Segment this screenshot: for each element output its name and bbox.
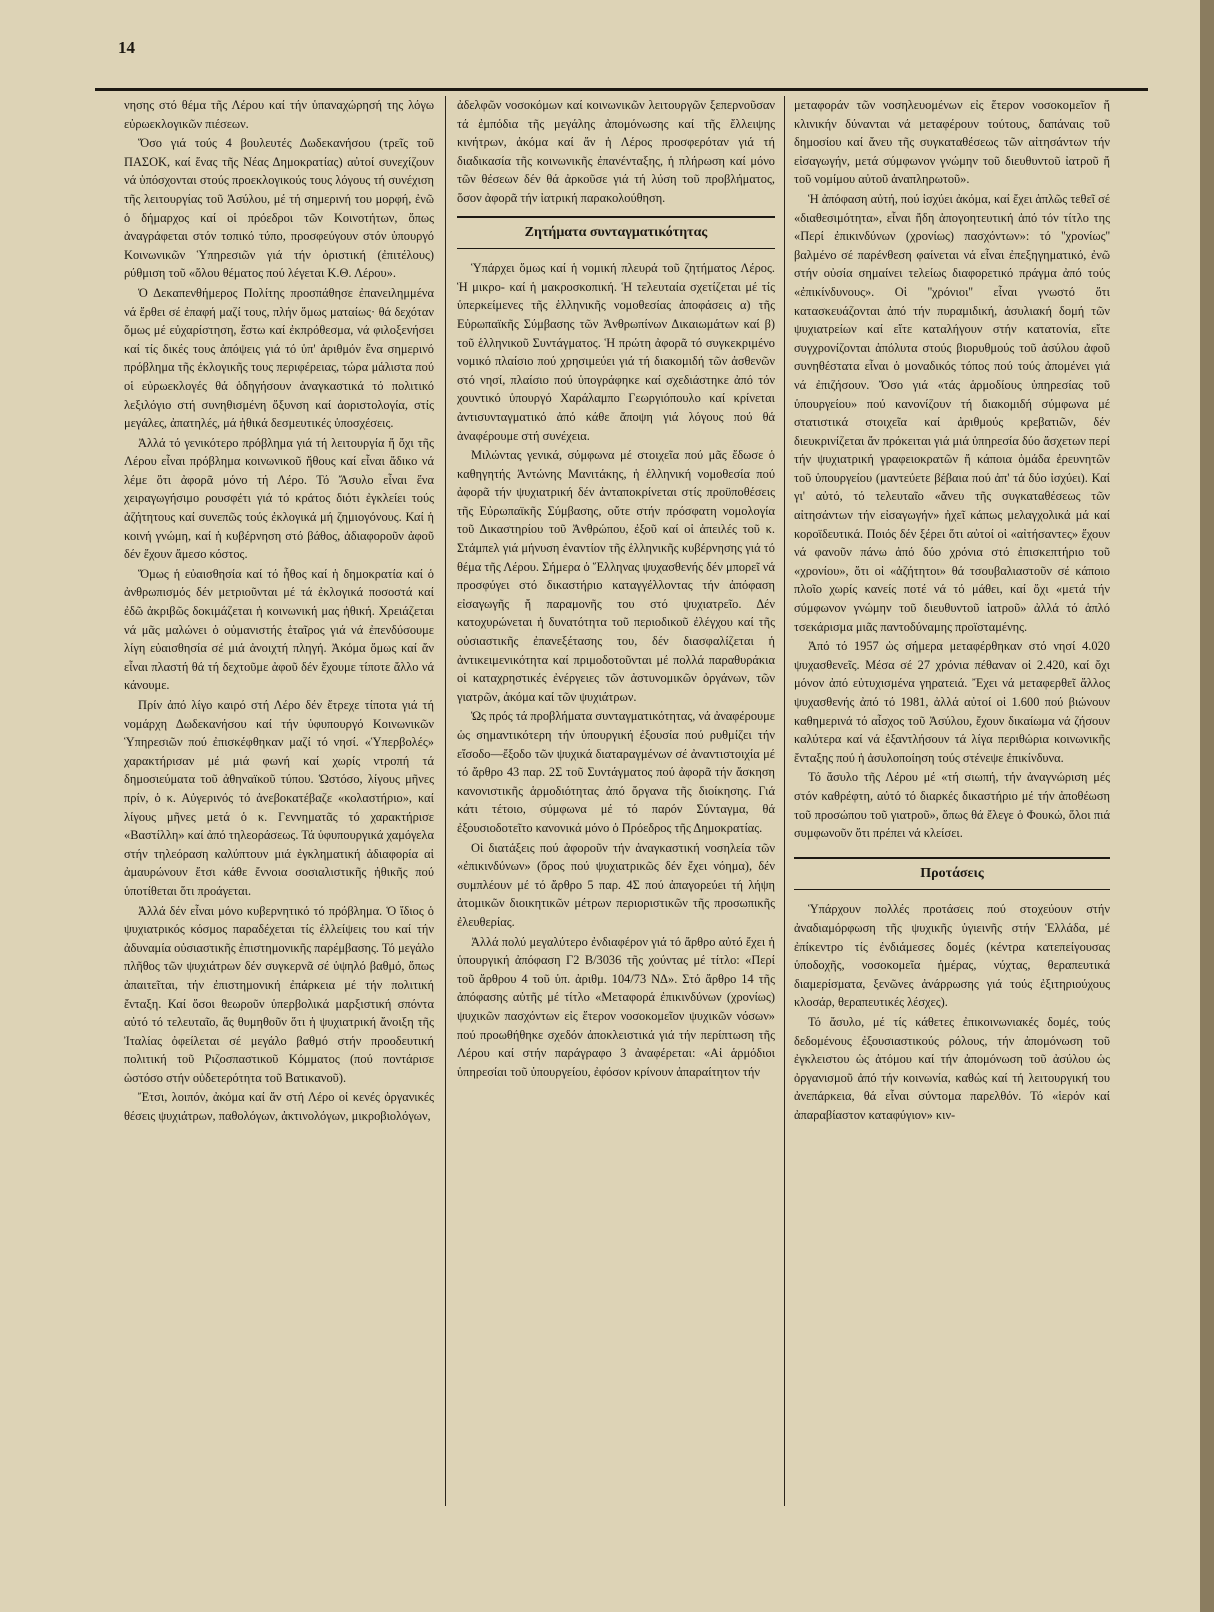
paragraph: Ἀλλά δέν εἶναι μόνο κυβερνητικό τό πρόβλημα. Ὁ ἴδιος ὁ ψυχιατρικός κόσμος παραδέχεται τίς ἐλλείψεις του καί τήν ἀδυναμία οὐσιαστικῆς ἐπιστημονικῆς παρέμβασης. Τό μεγάλο πλῆθος τῶν ψυχιάτρων δέν συγκερνᾶ σέ ὑψηλό βαθμό, ὅπως ἀπαιτεῖται, τήν ἐπιστημονική ἐπάρκεια μέ τήν πολιτική ἔνταξη. Καί ὅσοι θεωροῦν ὑπερβολικά μαρξιστική σπόντα αὐτό τό τελευταῖο, ἄς θυμηθοῦν ὅτι ἡ ψυχιατρική ἄνοιξη τῆς Ἰταλίας ὀφείλεται σέ μεγάλο βαθμό στήν προοδευτική πολιτική τοῦ Ριζοσπαστικοῦ Κόμματος (πού ποντάρισε ὡστόσο στήν οὐδετερότητα τοῦ Βατικανοῦ). [124,903,434,1085]
page-edge [1200,0,1214,1612]
paragraph: Ἀπό τό 1957 ὡς σήμερα μεταφέρθηκαν στό νησί 4.020 ψυχασθενεῖς. Μέσα σέ 27 χρόνια πέθαναν οἱ 2.420, καί ὄχι μόνον ἀπό εὐτυχισμένα γηρατειά. Ἔχει νά μεταφερθεῖ ἄλλος ψυχασθενής ἀπό τό 1981, ἀλλά αὐτοί οἱ 1.600 πού βιώνουν καθημερινά τό αἶσχος τοῦ Ἀσύλου, ἔχουν δικαίωμα νά ζήσουν καλύτερα καί νά ἐξαντλήσουν τά λίγα περιθώρια κοινωνικῆς ἔνταξης πού ἡ ἀσυλοποίηση τούς στένεψε ἐπικίνδυνα. [794,639,1110,765]
paragraph: Τό ἄσυλο τῆς Λέρου μέ «τή σιωπή, τήν ἀναγνώριση μές στόν καθρέφτη, αὐτό τό διαρκές δικαστήριο μέ τήν ἀποθέωση τοῦ προσώπου τοῦ γιατροῦ», ὅπως θά ἔλεγε ὁ Φουκώ, ὅλοι πιά συμφωνοῦν ὅτι πρέπει νά κλείσει. [794,770,1110,841]
column-divider [445,96,446,1506]
paragraph: Οἱ διατάξεις πού ἀφοροῦν τήν ἀναγκαστική νοσηλεία τῶν «ἐπικινδύνων» (ὅρος πού ψυχιατρικῶς δέν ἔχει νόημα), δέν συμπλέουν μέ τό ἄρθρο 5 παρ. 4Σ πού ἀπαγορεύει τή λήψη ἀτομικῶν διοικητικῶν μέτρων περιοριστικῶν τῆς προσωπικῆς ἐλευθερίας. [457,840,775,929]
top-rule [95,88,1148,91]
paragraph: Μιλώντας γενικά, σύμφωνα μέ στοιχεῖα πού μᾶς ἔδωσε ὁ καθηγητής Ἀντώνης Μανιτάκης, ἡ ἑλληνική νομοθεσία πού ἀφορᾶ τήν ψυχιατρική δέν ἀνταποκρίνεται στίς προϋποθέσεις τῆς Εὐρωπαϊκῆς Σύμβασης, οὔτε στήν πρόσφατη νομολογία τοῦ Δικαστηρίου τοῦ Ἀνθρώπου, ἐξοῦ καί οἱ ἀπειλές τοῦ κ. Στάμπελ γιά μήνυση ἐναντίον τῆς ἑλληνικῆς κυβέρνησης γιά τό θέμα τῆς Λέρου. Σήμερα ὁ Ἕλληνας ψυχασθενής δέν μπορεῖ νά προσφύγει στό δικαστήριο καταγγέλλοντας τήν ἀπόφαση εἰσαγωγῆς ἤ παραμονῆς του στό ψυχιατρεῖο. Δέν κατοχυρώνεται ἡ δυνατότητα τοῦ περιοδικοῦ ἐλέγχου καί τῆς οὐσιαστικῆς ἐπανεξέτασης του, δέν διασφαλίζεται ἡ ἀντικειμενικότητα καί πριμοδοτοῦνται μέ πολλά παραθυράκια οἱ καταχρηστικές ἐνέργειες τῶν ἀστυνομικῶν ὀργάνων, τῶν γιατρῶν, ἀκόμα καί τῶν ψυχιάτρων. [457,448,775,704]
paragraph: Ἀλλά πολύ μεγαλύτερο ἐνδιαφέρον γιά τό ἄρθρο αὐτό ἔχει ἡ ὑπουργική ἀπόφαση Γ2 Β/3036 τῆς χούντας μέ τίτλο: «Περί τοῦ ἄρθρου 4 τοῦ ὑπ. ἀριθμ. 104/73 ΝΔ». Στό ἄρθρο 14 τῆς ἀπόφασης αὐτῆς μέ τίτλο «Μεταφορά ἐπικινδύνων (χρονίως) ψυχικῶν πασχόντων εἰς ἕτερον νοσοκομεῖον ψυχικῶν νόσων» πού προωθήθηκε σχεδόν ἀποκλειστικά γιά τήν περίπτωση τῆς Λέρου καί στήν παράγραφο 3 ἀναφέρεται: «Αἱ ἁρμόδιοι ὑπηρεσίαι τοῦ ὑπουργείου, ἐφόσον κρίνουν ἀπαραίτητον τήν [457,934,775,1079]
paragraph: Ἀλλά τό γενικότερο πρόβλημα γιά τή λειτουργία ἤ ὄχι τῆς Λέρου εἶναι πρόβλημα κοινωνικοῦ ἤθους καί εἶναι ἄδικο νά λέμε ὅτι ἀφορᾶ μόνο τή Λέρο. Τό Ἄσυλο εἶναι ἕνα χειραγωγήσιμο ρουσφέτι γιά τό κράτος διότι ἐγκλείει τούς ἀζήτητους καί συνεπῶς τούς ἐκλογικά μή ζημιογόνους. Καί ἡ κοινή γνώμη, καί ἡ κυβέρνηση στό βάθος, ἀδιαφοροῦν ἀφοῦ δέν ἔχουν ἄμεσο κόστος. [124,435,434,562]
paragraph: Ἡ ἀπόφαση αὐτή, πού ἰσχύει ἀκόμα, καί ἔχει ἁπλῶς τεθεῖ σέ «διαθεσιμότητα», εἶναι ἤδη ἀπογοητευτική ἀπό τόν τίτλο της «Περί ἐπικινδύνων (χρονίως) πασχόντων»: τό ''χρονίως'' βαλμένο σέ παρένθεση φαίνεται νά εἶναι ἐπεξηγηματικό, ἐνῶ στήν οὐσία σημαίνει τελείως διαφορετικό πράγμα ἀπό τούς «ἐπικίνδυνους». Οἱ ''χρόνιοι'' εἶναι γνωστό ὅτι κατασκευάζονται ἀπό τήν πυραμιδική, ἀσυλιακή δομή τῶν ψυχιατρείων καί εἴτε καταλήγουν στήν κατατονία, εἴτε συγχρονίζονται ἀπόλυτα στούς βιορυθμούς τοῦ ἀσύλου ἀφοῦ συνηθέστατα εἶναι ὁ μοναδικός τόπος πού τούς ἀπομένει γιά νά ἐπιζήσουν. Ὅσο γιά «τάς ἁρμοδίους ὑπηρεσίας τοῦ ὑπουργείου» πού κανονίζουν τή διακομιδή σύμφωνα μέ στατιστικά στοιχεῖα καί ἀριθμούς κρεβατιῶν, δέν διευκρινίζεται ἄν πρόκειται γιά μιά ὑπηρεσία δύο ἄσχετων περί τήν ψυχιατρική γραφειοκρατῶν ἤ κάποια ὁμάδα ἐρευνητῶν τοῦ ὑπουργείου (μαντεύετε βέβαια πού ἀπ' τά δύο ἰσχύει). Καί γι' αὐτό, τό τελευταῖο «ἄνευ τῆς συγκαταθέσεως τῶν αἰτησάντων τήν εἰσαγωγήν» ἠχεῖ κάπως μελαγχολικά μά καί κοροϊδευτικά. Ποιός δέν ξέρει ὅτι αὐτοί οἱ «αἰτήσαντες» ἔχουν νά φανοῦν πάνω ἀπό δύο χρόνια στό ἐπισκεπτήριο τοῦ «χρονίου», ὅτι οἱ «ἀζήτητοι» θά τσουβαλιαστοῦν σέ κάποιο πλοῖο χωρίς κανείς ποτέ νά τό μάθει, καί ὄχι «μετά τήν σύμφωνον γνώμην τοῦ διευθυντοῦ ἰατροῦ» ἀλλά τό ἁπλό τσεκάρισμα μιᾶς παντοδύναμης προϊσταμένης. [794,191,1110,634]
paragraph: Ὑπάρχουν πολλές προτάσεις πού στοχεύουν στήν ἀναδιαμόρφωση τῆς ψυχικῆς ὑγιεινῆς στήν Ἑλλάδα, μέ ἐπίκεντρο τίς ἐνδιάμεσες δομές (κέντρα κατεπείγουσας ὑποδοχῆς, νοσοκομεῖα ἡμέρας, νύχτας, θεραπευτικά διαμερίσματα, ξενῶνες ἀνάρρωσης γιά τούς ἐξιτηριούχους κλοσάρ, θεραπευτικές λέσχες). [794,902,1110,1010]
paragraph: μεταφοράν τῶν νοσηλευομένων εἰς ἕτερον νοσοκομεῖον ἤ κλινικήν δύνανται νά μεταφέρουν τούτους, δαπάναις τοῦ δημοσίου καί ἄνευ τῆς συγκαταθέσεως τῶν αἰτησάντων τήν εἰσαγωγήν, μετά σύμφωνον γνώμην τοῦ διευθυντοῦ ἰατροῦ ἤ τοῦ νομίμου αὐτοῦ ἀναπληρωτοῦ». [794,98,1110,187]
paragraph: νησης στό θέμα τῆς Λέρου καί τήν ὑπαναχώρησή της λόγω εὐρωεκλογικῶν πιέσεων. [124,98,434,131]
paragraph: ἀδελφῶν νοσοκόμων καί κοινωνικῶν λειτουργῶν ξεπερνοῦσαν τά ἐμπόδια τῆς μεγάλης ἀπομόνωσης καί τῆς ἔλλειψης κινήτρων, ἀκόμα καί ἄν ἡ Λέρος προσφερόταν γιά τή διαδικασία τῆς κοινωνικῆς ἐπανένταξης, ἡ πλήρωση καί μόνο τῶν θέσεων δέν θά ἀρκοῦσε γιά τή λύση τοῦ προβλήματος, ὅσον ἀφορᾶ τήν ἰατρική παρακολούθηση. [457,98,775,205]
paragraph: Ὡς πρός τά προβλήματα συνταγματικότητας, νά ἀναφέρουμε ὡς σημαντικότερη τήν ὑπουργική ἐξουσία πού ρυθμίζει τήν εἴσοδο—ἔξοδο τῶν ψυχικά διαταραγμένων σέ ἀναντιστοιχία μέ τό ἄρθρο 43 παρ. 2Σ τοῦ Συντάγματος πού ἀφορᾶ τήν ἄσκηση κανονιστικῆς ἁρμοδιότητας ἀπό ὄργανα τῆς διοίκησης. Γιά κάτι τέτοιο, σύμφωνα μέ τό παρόν Σύνταγμα, θά ἐξουσιοδοτεῖτο κανονικά μόνο ὁ Πρόεδρος τῆς Δημοκρατίας. [457,709,775,835]
paragraph: Ὁ Δεκαπενθήμερος Πολίτης προσπάθησε ἐπανειλημμένα νά ἔρθει σέ ἐπαφή μαζί τους, πλήν ὅμως ματαίως· θά δεχόταν ὅμως μέ εὐχαρίστηση, ἔστω καί ἐκπρόθεσμα, νά φιλοξενήσει καί τίς δικές τους ἀπόψεις γιά τό ὑπ' ἀριθμόν ἕνα σημερινό πρόβλημα τῆς ἐκλογικῆς τους περιφέρειας, τώρα μάλιστα πού οἱ εὐρωεκλογές θά ὁδηγήσουν ἀναγκαστικά τό πολιτικό λεξιλόγιο στή συνηθισμένη ὄξυνση καί ἀοριστολογία, στίς μεγάλες, ἀπατηλές, μά ἠθικά δεσμευτικές ὑποσχέσεις. [124,285,434,431]
column-divider [784,96,785,1506]
column-2 [457,96,775,1506]
paragraph: Ὅσο γιά τούς 4 βουλευτές Δωδεκανήσου (τρεῖς τοῦ ΠΑΣΟΚ, καί ἕνας τῆς Νέας Δημοκρατίας) αὐτοί συνεχίζουν νά ὑπόσχονται στούς προεκλογικούς τους λόγους τή συνέχιση τῆς λειτουργίας τοῦ Ἀσύλου, μέ τή σημερινή του μορφή, ἐνῶ ὁ δήμαρχος καί οἱ πρόεδροι τῶν Κοινοτήτων, ὅπως ἀναγράφεται στόν τοπικό τύπο, προσφεύγουν στόν ὑπουργό Κοινωνικῶν Ὑπηρεσιῶν γιά τήν ὁριστική (ἐπιτέλους) ρύθμιση τοῦ «ὅλου θέματος πού λέγεται Κ.Θ. Λέρου». [124,136,434,281]
section-heading: Ζητήματα συνταγματικότητας [457,216,775,250]
column-1 [124,96,434,1506]
section-heading: Προτάσεις [794,857,1110,891]
paragraph: Ὑπάρχει ὅμως καί ἡ νομική πλευρά τοῦ ζητήματος Λέρος. Ἡ μικρο- καί ἡ μακροσκοπική. Ἡ τελευταία σχετίζεται μέ τίς ὑπερκείμενες τῆς ἑλληνικῆς νομοθεσίας ἀποφάσεις α) τῆς Εὐρωπαϊκῆς Σύμβασης τῶν Ἀνθρωπίνων Δικαιωμάτων καί β) τοῦ ἑλληνικοῦ Συντάγματος. Ἡ πρώτη ἀφορᾶ τό συγκεκριμένο νομικό πλαίσιο πού χρησιμεύει γιά τή διακομιδή τῶν ἀσθενῶν στό νησί, πλαίσιο πού ὑπογράφηκε καί σχεδιάστηκε ἀπό τόν χουντικό ὑπουργό Χαράλαμπο Γεωργιόπουλο καί κρίνεται ἀντισυνταγματικό ἀπό κάθε ἄποψη γιά λόγους πού θά ἀναφέρουμε στή συνέχεια. [457,261,775,443]
page-number: 14 [118,38,135,57]
column-3 [794,96,1110,1506]
paragraph: Πρίν ἀπό λίγο καιρό στή Λέρο δέν ἔτρεχε τίποτα γιά τή νομάρχη Δωδεκανήσου καί τήν ὑφυπουργό Κοινωνικῶν Ὑπηρεσιῶν πού ἐπισκέφθηκαν μαζί τό νησί. «Ὑπερβολές» χαρακτήρισαν μέ μιά φωνή καί χωρίς ντροπή τά δημοσιεύματα τοῦ ἀθηναϊκοῦ τύπου. Ὡστόσο, λίγους μῆνες πρίν, ὁ κ. Αὐγερινός τό ἀνεβοκατέβαζε «κολαστήριο», καί λίγους μῆνες μετά ὁ κ. Γεννηματᾶς τό χαρακτήρισε «Βαστίλλη» καί ἀπό τηλεοράσεως. Τά ὑφυπουργικά χαμόγελα στήν τηλεόραση καλύπτουν μιά ἐγκληματική ἀδιαφορία αἱ ἀμαυρώνουν ἔτσι κάθε ἔννοια σοσιαλιστικῆς ἠθικῆς πού ὑποτίθεται ὅτι προάγεται. [124,698,434,898]
paragraph: Τό ἄσυλο, μέ τίς κάθετες ἐπικοινωνιακές δομές, τούς δεδομένους ἐξουσιαστικούς ρόλους, τήν ἀπομόνωση τοῦ ἐγκλειστου ὡς ἀτόμου καί τήν ἀπομόνωση τοῦ ἀσύλου ὡς ὀργανισμοῦ ἀπό τήν κοινωνία, καθώς καί τή λειτουργική του ἀνεπάρκεια, θά εἶναι σύντομα παρελθόν. Τό «ἱερόν καί ἀπαραβίαστον καταφύγιον» κιν- [794,1014,1110,1122]
paragraph: Ὅμως ἡ εὐαισθησία καί τό ἦθος καί ἡ δημοκρατία καί ὁ ἀνθρωπισμός δέν μετριοῦνται μέ τά ἐκλογικά ποσοστά καί ἐδῶ ἀκριβῶς δοκιμάζεται ἡ κοινωνική μας ἠθική. Χρειάζεται νά μᾶς μαλώνει ὁ οὐμανιστής ἑταῖρος γιά νά ἐπενδύσουμε λίγη εὐαισθησία σέ μιά ἀνοιχτή πληγή. Ἀκόμα ὅμως καί ἄν εἶναι πλαστή θά τή δεχτοῦμε ἀφοῦ δέν ἔχουμε τίποτε ἄλλο νά κάνουμε. [124,566,434,693]
paragraph: Ἔτσι, λοιπόν, ἀκόμα καί ἄν στή Λέρο οἱ κενές ὀργανικές θέσεις ψυχιάτρων, παθολόγων, ἀκτινολόγων, μικροβιολόγων, [124,1090,434,1124]
